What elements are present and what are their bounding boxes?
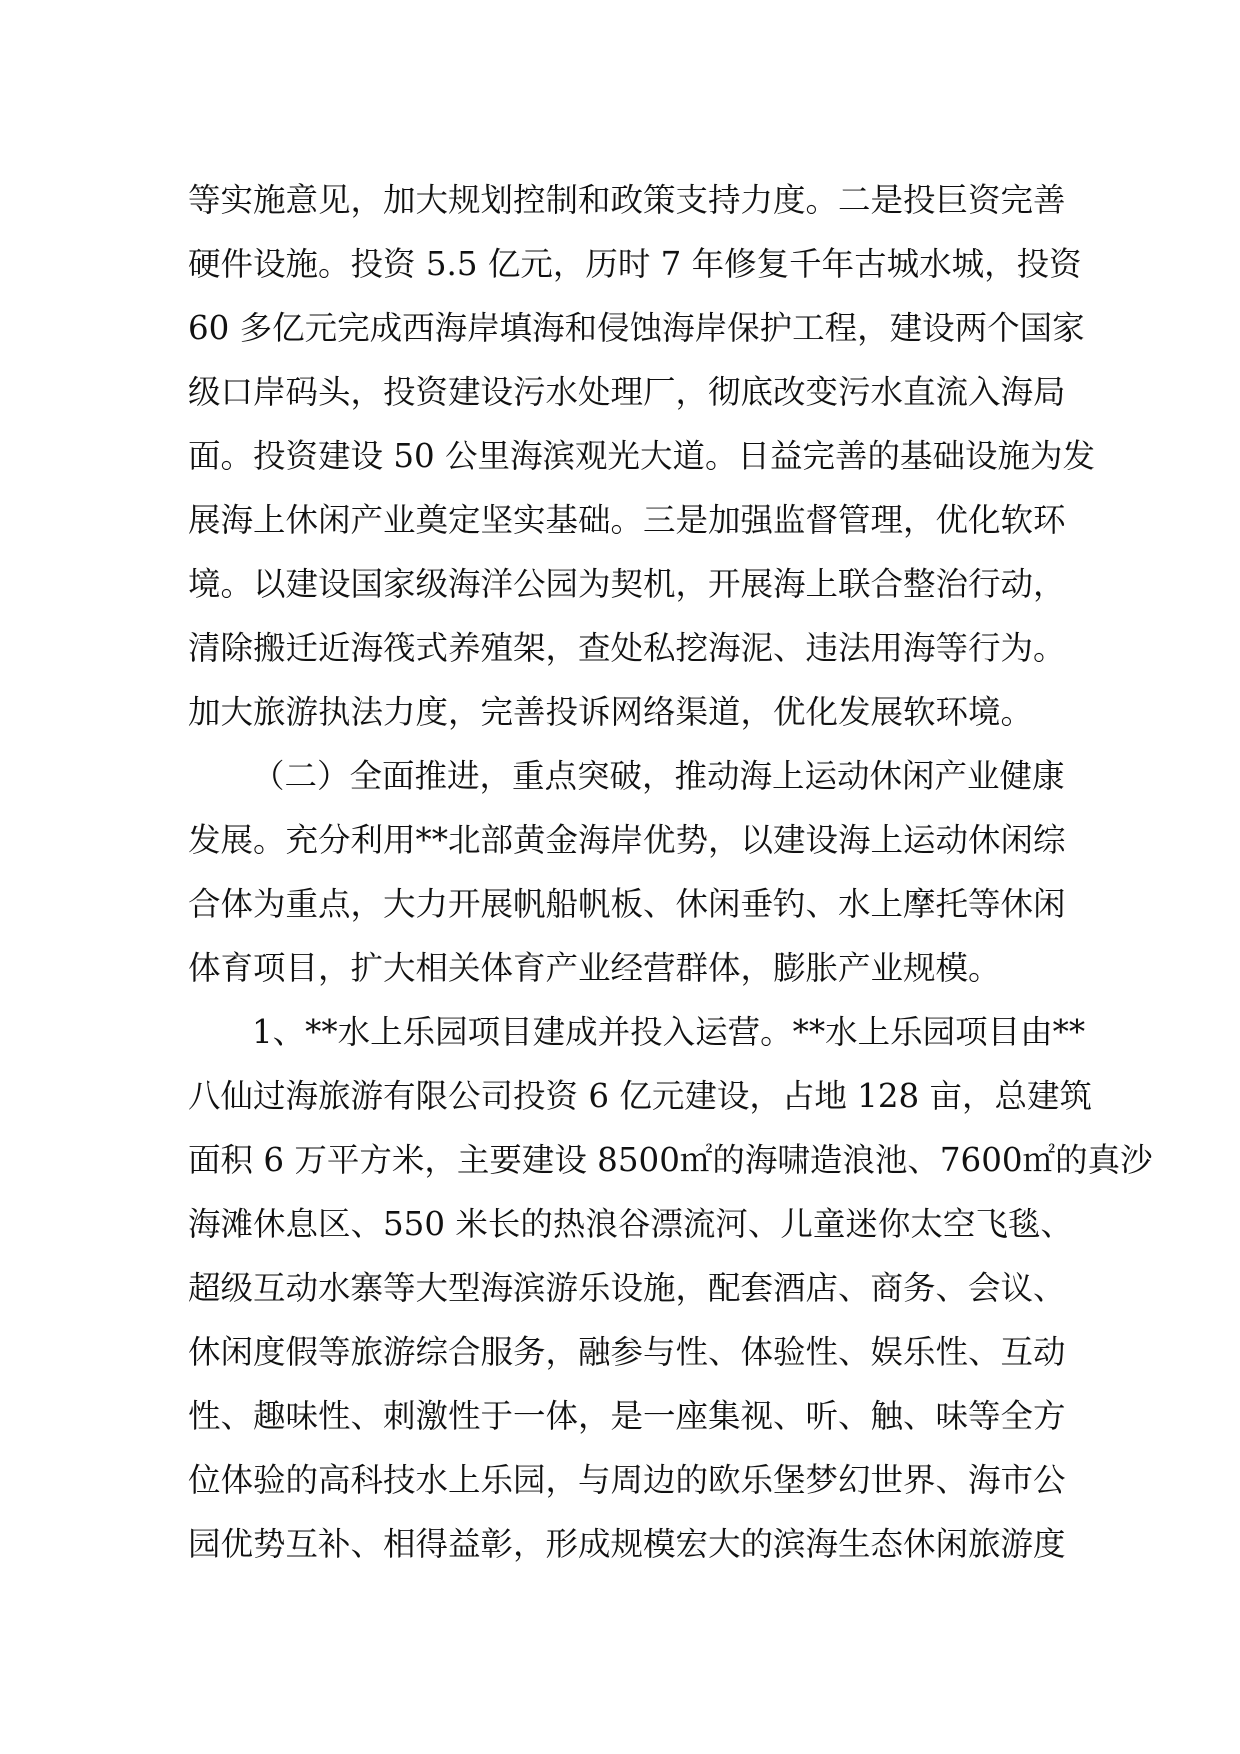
text-line: 级口岸码头，投资建设污水处理厂，彻底改变污水直流入海局 <box>188 373 1066 411</box>
text-line: 合体为重点，大力开展帆船帆板、休闲垂钓、水上摩托等休闲 <box>188 885 1066 923</box>
text-line: 等实施意见，加大规划控制和政策支持力度。二是投巨资完善 <box>188 181 1066 219</box>
body-text <box>188 168 1153 1576</box>
text-line: 发展。充分利用**北部黄金海岸优势，以建设海上运动休闲综 <box>188 821 1066 859</box>
text-line: 园优势互补、相得益彰，形成规模宏大的滨海生态休闲旅游度 <box>188 1525 1066 1563</box>
paragraph-end-line: 加大旅游执法力度，完善投诉网络渠道，优化发展软环境。 <box>188 693 1034 731</box>
item-heading-line: 1、**水上乐园项目建成并投入运营。**水上乐园项目由** <box>252 1013 1086 1051</box>
text-line: 境。以建设国家级海洋公园为契机，开展海上联合整治行动， <box>188 565 1066 603</box>
text-line: 硬件设施。投资 5.5 亿元，历时 7 年修复千年古城水城，投资 <box>188 245 1082 283</box>
text-line: 超级互动水寨等大型海滨游乐设施，配套酒店、商务、会议、 <box>188 1269 1066 1307</box>
text-line: 位体验的高科技水上乐园，与周边的欧乐堡梦幻世界、海市公 <box>188 1461 1066 1499</box>
text-line: 面积 6 万平方米，主要建设 8500㎡的海啸造浪池、7600㎡的真沙 <box>188 1141 1153 1179</box>
text-line: 清除搬迁近海筏式养殖架，查处私挖海泥、违法用海等行为。 <box>188 629 1066 667</box>
text-line: 海滩休息区、550 米长的热浪谷漂流河、儿童迷你太空飞毯、 <box>188 1205 1073 1243</box>
text-line: 展海上休闲产业奠定坚实基础。三是加强监督管理，优化软环 <box>188 501 1066 539</box>
text-line: 性、趣味性、刺激性于一体，是一座集视、听、触、味等全方 <box>188 1397 1066 1435</box>
paragraph-end-line: 体育项目，扩大相关体育产业经营群体，膨胀产业规模。 <box>188 949 1001 987</box>
text-line: 面。投资建设 50 公里海滨观光大道。日益完善的基础设施为发 <box>188 437 1096 475</box>
section-heading-line: （二）全面推进，重点突破，推动海上运动休闲产业健康 <box>252 757 1065 795</box>
text-line: 八仙过海旅游有限公司投资 6 亿元建设，占地 128 亩，总建筑 <box>188 1077 1093 1115</box>
text-line: 60 多亿元完成西海岸填海和侵蚀海岸保护工程，建设两个国家 <box>188 309 1085 347</box>
text-line: 休闲度假等旅游综合服务，融参与性、体验性、娱乐性、互动 <box>188 1333 1066 1371</box>
